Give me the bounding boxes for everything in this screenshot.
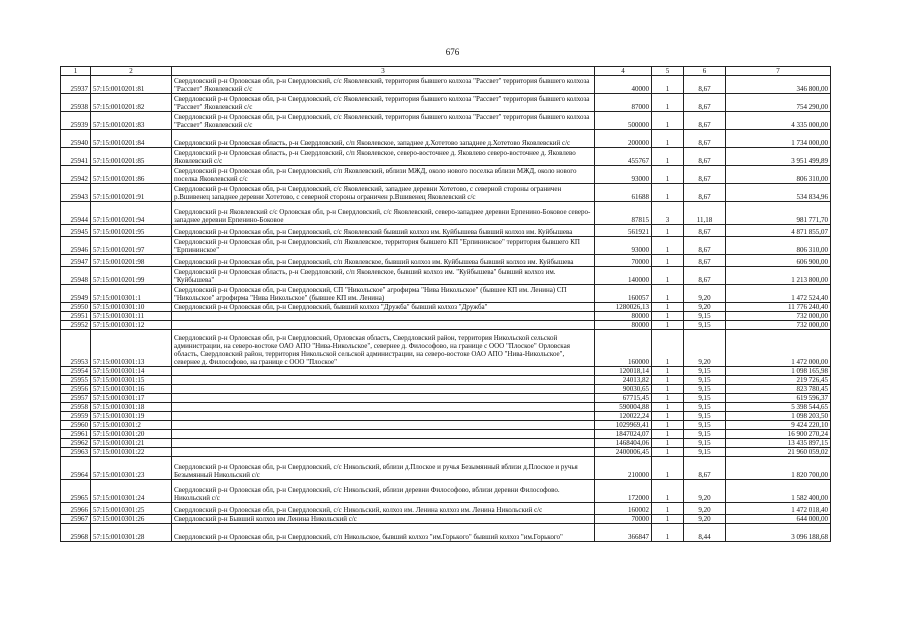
count-cell: 1 (652, 94, 684, 112)
cost-cell: 3 951 499,89 (726, 148, 831, 166)
count-cell: 1 (652, 255, 684, 267)
count-cell: 1 (652, 130, 684, 148)
table-row (61, 515, 831, 524)
table-row (61, 130, 831, 148)
rate-cell: 8,67 (684, 225, 726, 237)
address-cell: Свердловский р-н Орловская обл, р-н Свердловский, СП "Никольское" агрофирма "Нива Никольское" (бывшее КП им. Ленина) СП "Никольское" агрофирма "Нива Никольское" (бывшее КП им. Ленина) (172, 285, 595, 303)
area-cell: 200000 (595, 130, 652, 148)
rate-cell: 9,15 (684, 385, 726, 394)
area-cell: 90030,65 (595, 385, 652, 394)
cost-cell: 1 472 000,00 (726, 330, 831, 367)
table-row (61, 76, 831, 94)
row-number-cell: 25952 (61, 321, 91, 330)
address-cell (172, 421, 595, 430)
count-cell: 1 (652, 376, 684, 385)
area-cell: 24013,82 (595, 376, 652, 385)
rate-cell: 8,67 (684, 267, 726, 285)
header-cell-7: 7 (726, 67, 831, 76)
address-cell: Свердловский р-н Орловская область, р-н Свердловский, с/п Яковлевское, бывший колхоз им. "Куйбышева" бывший колхоз им. "Куйбышева" (172, 267, 595, 285)
table-row (61, 225, 831, 237)
count-cell: 1 (652, 480, 684, 503)
header-row (61, 67, 831, 76)
rate-cell: 9,20 (684, 503, 726, 515)
rate-cell: 8,67 (684, 166, 726, 184)
cadastral-number-cell: 57:15:0010201:95 (91, 225, 172, 237)
cost-cell: 754 290,00 (726, 94, 831, 112)
cadastral-number-cell: 57:15:0010201:94 (91, 202, 172, 225)
area-cell: 70000 (595, 255, 652, 267)
area-cell: 1847024,07 (595, 430, 652, 439)
count-cell: 1 (652, 439, 684, 448)
cost-cell: 21 960 059,02 (726, 448, 831, 457)
rate-cell: 9,20 (684, 330, 726, 367)
address-cell: Свердловский р-н Орловская обл, р-н Свердловский, с/п Яковлевский, вблизи МЖД, около нового поселка вблизи МЖД, около нового поселка Яковлевский с/с (172, 166, 595, 184)
cadastral-number-cell: 57:15:0010301:1 (91, 285, 172, 303)
row-number-cell: 25959 (61, 412, 91, 421)
row-number-cell: 25942 (61, 166, 91, 184)
table-row (61, 202, 831, 225)
area-cell: 140000 (595, 267, 652, 285)
cost-cell: 4 335 000,00 (726, 112, 831, 130)
cadastral-number-cell: 57:15:0010301:20 (91, 430, 172, 439)
table-row (61, 412, 831, 421)
header-cell-2: 2 (91, 67, 172, 76)
count-cell: 1 (652, 237, 684, 255)
area-cell: 172000 (595, 480, 652, 503)
row-number-cell: 25967 (61, 515, 91, 524)
cost-cell: 1 098 165,98 (726, 367, 831, 376)
table-row (61, 503, 831, 515)
table-row (61, 267, 831, 285)
area-cell: 561921 (595, 225, 652, 237)
area-cell: 120018,14 (595, 367, 652, 376)
cadastral-number-cell: 57:15:0010301:10 (91, 303, 172, 312)
page-number: 676 (445, 47, 460, 57)
cadastral-table (60, 66, 831, 542)
count-cell: 1 (652, 385, 684, 394)
area-cell: 93000 (595, 166, 652, 184)
cadastral-number-cell: 57:15:0010301:18 (91, 403, 172, 412)
area-cell: 40000 (595, 76, 652, 94)
address-cell: Свердловский р-н Орловская обл, р-н Свердловский, с/с Яковлевский, территория бывшего колхоза "Рассвет" территория бывшего колхоза "Рассвет" Яковлевский с/с (172, 94, 595, 112)
address-cell: Свердловский р-н Орловская обл, р-н Свердловский, с/с Никольский, вблизи деревни Философово, вблизи деревни Философово. Никольский с/с (172, 480, 595, 503)
area-cell: 1029969,41 (595, 421, 652, 430)
area-cell: 87000 (595, 94, 652, 112)
address-cell: Свердловский р-н Орловская область, р-н Свердловский, с/п Яковлевское, северо-восточнее д. Яковлево северо-восточнее д. Яковлево Яковлевский с/с (172, 148, 595, 166)
cadastral-number-cell: 57:15:0010201:84 (91, 130, 172, 148)
cadastral-number-cell: 57:15:0010201:99 (91, 267, 172, 285)
address-cell: Свердловский р-н Орловская обл, р-н Свердловский, с/с Яковлевский, территория бывшего колхоза "Рассвет" территория бывшего колхоза "Рассвет" Яковлевский с/с (172, 76, 595, 94)
table-row (61, 148, 831, 166)
rate-cell: 8,67 (684, 76, 726, 94)
address-cell: Свердловский р-н Орловская обл, р-н Свердловский, с/с Яковлевский, западнее деревни Хотетово, с северной стороны ограничен р.Вшивенец западнее деревни Хотетово, с северной стороны ограничен р.Вшивенец Яковлевский с/с (172, 184, 595, 202)
area-cell: 67715,45 (595, 394, 652, 403)
address-cell: Свердловский р-н Орловская обл, р-н Свердловский, с/п Яковлевское, территория бывшего КП "Ерпининское" территория бывшего КП "Ерпининское" (172, 237, 595, 255)
rate-cell: 8,67 (684, 184, 726, 202)
row-number-cell: 25957 (61, 394, 91, 403)
row-number-cell: 25960 (61, 421, 91, 430)
cost-cell: 806 310,00 (726, 237, 831, 255)
cadastral-number-cell: 57:15:0010201:85 (91, 148, 172, 166)
area-cell: 590004,88 (595, 403, 652, 412)
address-cell: Свердловский р-н Орловская обл, р-н Свердловский, Орловская область, Свердловский район, территория Никольской сельской администрации, на северо-востоке ОАО АПО "Нива-Никольское", севернее д. Философово, на границе с ООО "Плоское" Орловская область, Свердловский район, территория Никольской сельской администрации, на северо-востоке ОАО АПО "Нива-Никольское", севернее д. Философово, на границе с ООО "Плоское" (172, 330, 595, 367)
rate-cell: 9,15 (684, 321, 726, 330)
count-cell: 1 (652, 367, 684, 376)
count-cell: 1 (652, 412, 684, 421)
cost-cell: 644 000,00 (726, 515, 831, 524)
row-number-cell: 25954 (61, 367, 91, 376)
header-cell-6: 6 (684, 67, 726, 76)
rate-cell: 8,67 (684, 94, 726, 112)
table-row (61, 430, 831, 439)
table-row (61, 285, 831, 303)
cost-cell: 732 000,00 (726, 321, 831, 330)
rate-cell: 9,15 (684, 430, 726, 439)
row-number-cell: 25947 (61, 255, 91, 267)
count-cell: 1 (652, 166, 684, 184)
cadastral-number-cell: 57:15:0010201:86 (91, 166, 172, 184)
address-cell: Свердловский р-н Яковлевский с/с Орловская обл, р-н Свердловский, с/с Яковлевский, северо-западнее деревни Ерпенино-Боковое северо-западнее деревни Ерпенино-Боковое (172, 202, 595, 225)
address-cell (172, 448, 595, 457)
cost-cell: 4 871 855,07 (726, 225, 831, 237)
row-number-cell: 25961 (61, 430, 91, 439)
table-row (61, 94, 831, 112)
address-cell (172, 367, 595, 376)
cadastral-number-cell: 57:15:0010301:17 (91, 394, 172, 403)
table-row (61, 457, 831, 480)
count-cell: 1 (652, 524, 684, 542)
row-number-cell: 25955 (61, 376, 91, 385)
cost-cell: 11 776 240,40 (726, 303, 831, 312)
table-row (61, 367, 831, 376)
cost-cell: 981 771,70 (726, 202, 831, 225)
address-cell (172, 321, 595, 330)
rate-cell: 8,67 (684, 237, 726, 255)
row-number-cell: 25963 (61, 448, 91, 457)
area-cell: 61688 (595, 184, 652, 202)
row-number-cell: 25965 (61, 480, 91, 503)
address-cell: Свердловский р-н Орловская обл, р-н Свердловский, с/с Никольский, колхоз им. Ленина колхоз им. Ленина Никольский с/с (172, 503, 595, 515)
count-cell: 1 (652, 515, 684, 524)
cost-cell: 9 424 220,10 (726, 421, 831, 430)
area-cell: 455767 (595, 148, 652, 166)
cadastral-number-cell: 57:15:0010301:21 (91, 439, 172, 448)
area-cell: 160002 (595, 503, 652, 515)
rate-cell: 11,18 (684, 202, 726, 225)
rate-cell: 8,44 (684, 524, 726, 542)
rate-cell: 8,67 (684, 130, 726, 148)
cost-cell: 5 398 544,65 (726, 403, 831, 412)
table-row (61, 448, 831, 457)
cost-cell: 1 820 700,00 (726, 457, 831, 480)
address-cell (172, 412, 595, 421)
cadastral-number-cell: 57:15:0010201:83 (91, 112, 172, 130)
count-cell: 1 (652, 76, 684, 94)
count-cell: 1 (652, 112, 684, 130)
cadastral-number-cell: 57:15:0010301:24 (91, 480, 172, 503)
address-cell: Свердловский р-н Орловская область, р-н Свердловский, с/п Яковлевское, западнее д.Хотетово западнее д.Хотетово Яковлевский с/с (172, 130, 595, 148)
count-cell: 1 (652, 330, 684, 367)
area-cell: 70000 (595, 515, 652, 524)
table-row (61, 403, 831, 412)
address-cell: Свердловский р-н Орловская обл, р-н Свердловский, бывший колхоз "Дружба" бывший колхоз "Дружба" (172, 303, 595, 312)
count-cell: 1 (652, 394, 684, 403)
cadastral-number-cell: 57:15:0010301:22 (91, 448, 172, 457)
count-cell: 1 (652, 148, 684, 166)
cadastral-number-cell: 57:15:0010301:19 (91, 412, 172, 421)
table-row (61, 330, 831, 367)
area-cell: 366847 (595, 524, 652, 542)
table-row (61, 255, 831, 267)
cadastral-number-cell: 57:15:0010301:16 (91, 385, 172, 394)
area-cell: 1280026,13 (595, 303, 652, 312)
row-number-cell: 25944 (61, 202, 91, 225)
address-cell (172, 312, 595, 321)
area-cell: 160057 (595, 285, 652, 303)
row-number-cell: 25939 (61, 112, 91, 130)
table-row (61, 480, 831, 503)
header-cell-5: 5 (652, 67, 684, 76)
cadastral-number-cell: 57:15:0010301:13 (91, 330, 172, 367)
row-number-cell: 25941 (61, 148, 91, 166)
cost-cell: 534 834,96 (726, 184, 831, 202)
cadastral-number-cell: 57:15:0010301:11 (91, 312, 172, 321)
address-cell: Свердловский р-н Орловская обл, р-н Свердловский, с/с Яковлевский, территория бывшего колхоза "Рассвет" территория бывшего колхоза "Рассвет" Яковлевский с/с (172, 112, 595, 130)
row-number-cell: 25945 (61, 225, 91, 237)
row-number-cell: 25938 (61, 94, 91, 112)
area-cell: 1468404,06 (595, 439, 652, 448)
count-cell: 1 (652, 303, 684, 312)
table-row (61, 439, 831, 448)
row-number-cell: 25966 (61, 503, 91, 515)
count-cell: 1 (652, 321, 684, 330)
cadastral-number-cell: 57:15:0010301:2 (91, 421, 172, 430)
area-cell: 80000 (595, 321, 652, 330)
address-cell: Свердловский р-н Орловская обл, р-н Свердловский, с/с Никольский, вблизи д.Плоское и ручья Безымянный вблизи д.Плоское и ручья Безымянный Никольский с/с (172, 457, 595, 480)
address-cell (172, 403, 595, 412)
count-cell: 1 (652, 503, 684, 515)
table-row (61, 112, 831, 130)
rate-cell: 8,67 (684, 148, 726, 166)
cost-cell: 3 096 188,68 (726, 524, 831, 542)
count-cell: 1 (652, 267, 684, 285)
cadastral-number-cell: 57:15:0010301:12 (91, 321, 172, 330)
table-row (61, 166, 831, 184)
area-cell: 80000 (595, 312, 652, 321)
cost-cell: 13 435 897,15 (726, 439, 831, 448)
count-cell: 1 (652, 285, 684, 303)
cost-cell: 806 310,00 (726, 166, 831, 184)
area-cell: 160000 (595, 330, 652, 367)
row-number-cell: 25956 (61, 385, 91, 394)
row-number-cell: 25946 (61, 237, 91, 255)
count-cell: 3 (652, 202, 684, 225)
rate-cell: 9,15 (684, 376, 726, 385)
row-number-cell: 25949 (61, 285, 91, 303)
cadastral-number-cell: 57:15:0010301:15 (91, 376, 172, 385)
table-row (61, 303, 831, 312)
address-cell: Свердловский р-н Бывший колхоз им Ленина Никольский с/с (172, 515, 595, 524)
row-number-cell: 25937 (61, 76, 91, 94)
rate-cell: 9,20 (684, 303, 726, 312)
row-number-cell: 25964 (61, 457, 91, 480)
address-cell (172, 376, 595, 385)
cadastral-number-cell: 57:15:0010301:26 (91, 515, 172, 524)
cadastral-number-cell: 57:15:0010301:14 (91, 367, 172, 376)
cost-cell: 1 734 000,00 (726, 130, 831, 148)
address-cell (172, 430, 595, 439)
cost-cell: 606 900,00 (726, 255, 831, 267)
cadastral-number-cell: 57:15:0010201:91 (91, 184, 172, 202)
area-cell: 2400006,45 (595, 448, 652, 457)
area-cell: 210000 (595, 457, 652, 480)
count-cell: 1 (652, 430, 684, 439)
row-number-cell: 25951 (61, 312, 91, 321)
table-row (61, 312, 831, 321)
cost-cell: 1 472 524,40 (726, 285, 831, 303)
address-cell (172, 394, 595, 403)
address-cell: Свердловский р-н Орловская обл, р-н Свердловский, с/п Яковлевское, бывший колхоз им. Куйбышева бывший колхоз им. Куйбышева (172, 255, 595, 267)
header-cell-3: 3 (172, 67, 595, 76)
address-cell (172, 385, 595, 394)
count-cell: 1 (652, 403, 684, 412)
table-row (61, 321, 831, 330)
rate-cell: 9,15 (684, 403, 726, 412)
cost-cell: 346 800,00 (726, 76, 831, 94)
cost-cell: 732 000,00 (726, 312, 831, 321)
rate-cell: 8,67 (684, 112, 726, 130)
cost-cell: 823 780,45 (726, 385, 831, 394)
rate-cell: 9,15 (684, 367, 726, 376)
cadastral-number-cell: 57:15:0010301:28 (91, 524, 172, 542)
row-number-cell: 25968 (61, 524, 91, 542)
cadastral-number-cell: 57:15:0010201:81 (91, 76, 172, 94)
cost-cell: 1 213 800,00 (726, 267, 831, 285)
cadastral-number-cell: 57:15:0010301:23 (91, 457, 172, 480)
cost-cell: 1 098 203,50 (726, 412, 831, 421)
cost-cell: 1 472 018,40 (726, 503, 831, 515)
cost-cell: 219 726,45 (726, 376, 831, 385)
rate-cell: 9,15 (684, 394, 726, 403)
rate-cell: 9,20 (684, 480, 726, 503)
rate-cell: 8,67 (684, 255, 726, 267)
row-number-cell: 25948 (61, 267, 91, 285)
table-body (61, 76, 831, 542)
count-cell: 1 (652, 457, 684, 480)
area-cell: 120022,24 (595, 412, 652, 421)
count-cell: 1 (652, 448, 684, 457)
table-row (61, 376, 831, 385)
row-number-cell: 25940 (61, 130, 91, 148)
count-cell: 1 (652, 421, 684, 430)
table-row (61, 184, 831, 202)
rate-cell: 9,15 (684, 439, 726, 448)
cadastral-number-cell: 57:15:0010201:98 (91, 255, 172, 267)
cost-cell: 1 582 400,00 (726, 480, 831, 503)
address-cell (172, 439, 595, 448)
rate-cell: 9,15 (684, 448, 726, 457)
row-number-cell: 25950 (61, 303, 91, 312)
table-row (61, 394, 831, 403)
rate-cell: 9,15 (684, 412, 726, 421)
table-row (61, 385, 831, 394)
count-cell: 1 (652, 225, 684, 237)
rate-cell: 9,15 (684, 421, 726, 430)
cost-cell: 619 596,37 (726, 394, 831, 403)
row-number-cell: 25962 (61, 439, 91, 448)
rate-cell: 9,20 (684, 285, 726, 303)
area-cell: 93000 (595, 237, 652, 255)
header-cell-4: 4 (595, 67, 652, 76)
row-number-cell: 25943 (61, 184, 91, 202)
header-cell-1: 1 (61, 67, 91, 76)
table-row (61, 421, 831, 430)
cadastral-number-cell: 57:15:0010201:97 (91, 237, 172, 255)
area-cell: 500000 (595, 112, 652, 130)
row-number-cell: 25958 (61, 403, 91, 412)
cost-cell: 16 900 270,24 (726, 430, 831, 439)
row-number-cell: 25953 (61, 330, 91, 367)
cadastral-number-cell: 57:15:0010301:25 (91, 503, 172, 515)
table-row (61, 524, 831, 542)
address-cell: Свердловский р-н Орловская обл, р-н Свердловский, с/п Никольское, бывший колхоз "им.Горького" бывший колхоз "им.Горького" (172, 524, 595, 542)
cadastral-number-cell: 57:15:0010201:82 (91, 94, 172, 112)
table-row (61, 237, 831, 255)
rate-cell: 9,15 (684, 312, 726, 321)
count-cell: 1 (652, 312, 684, 321)
count-cell: 1 (652, 184, 684, 202)
rate-cell: 8,67 (684, 457, 726, 480)
rate-cell: 9,20 (684, 515, 726, 524)
area-cell: 87815 (595, 202, 652, 225)
address-cell: Свердловский р-н Орловская обл, р-н Свердловский, с/с Яковлевский бывший колхоз им. Куйбышева бывший колхоз им. Куйбышева (172, 225, 595, 237)
